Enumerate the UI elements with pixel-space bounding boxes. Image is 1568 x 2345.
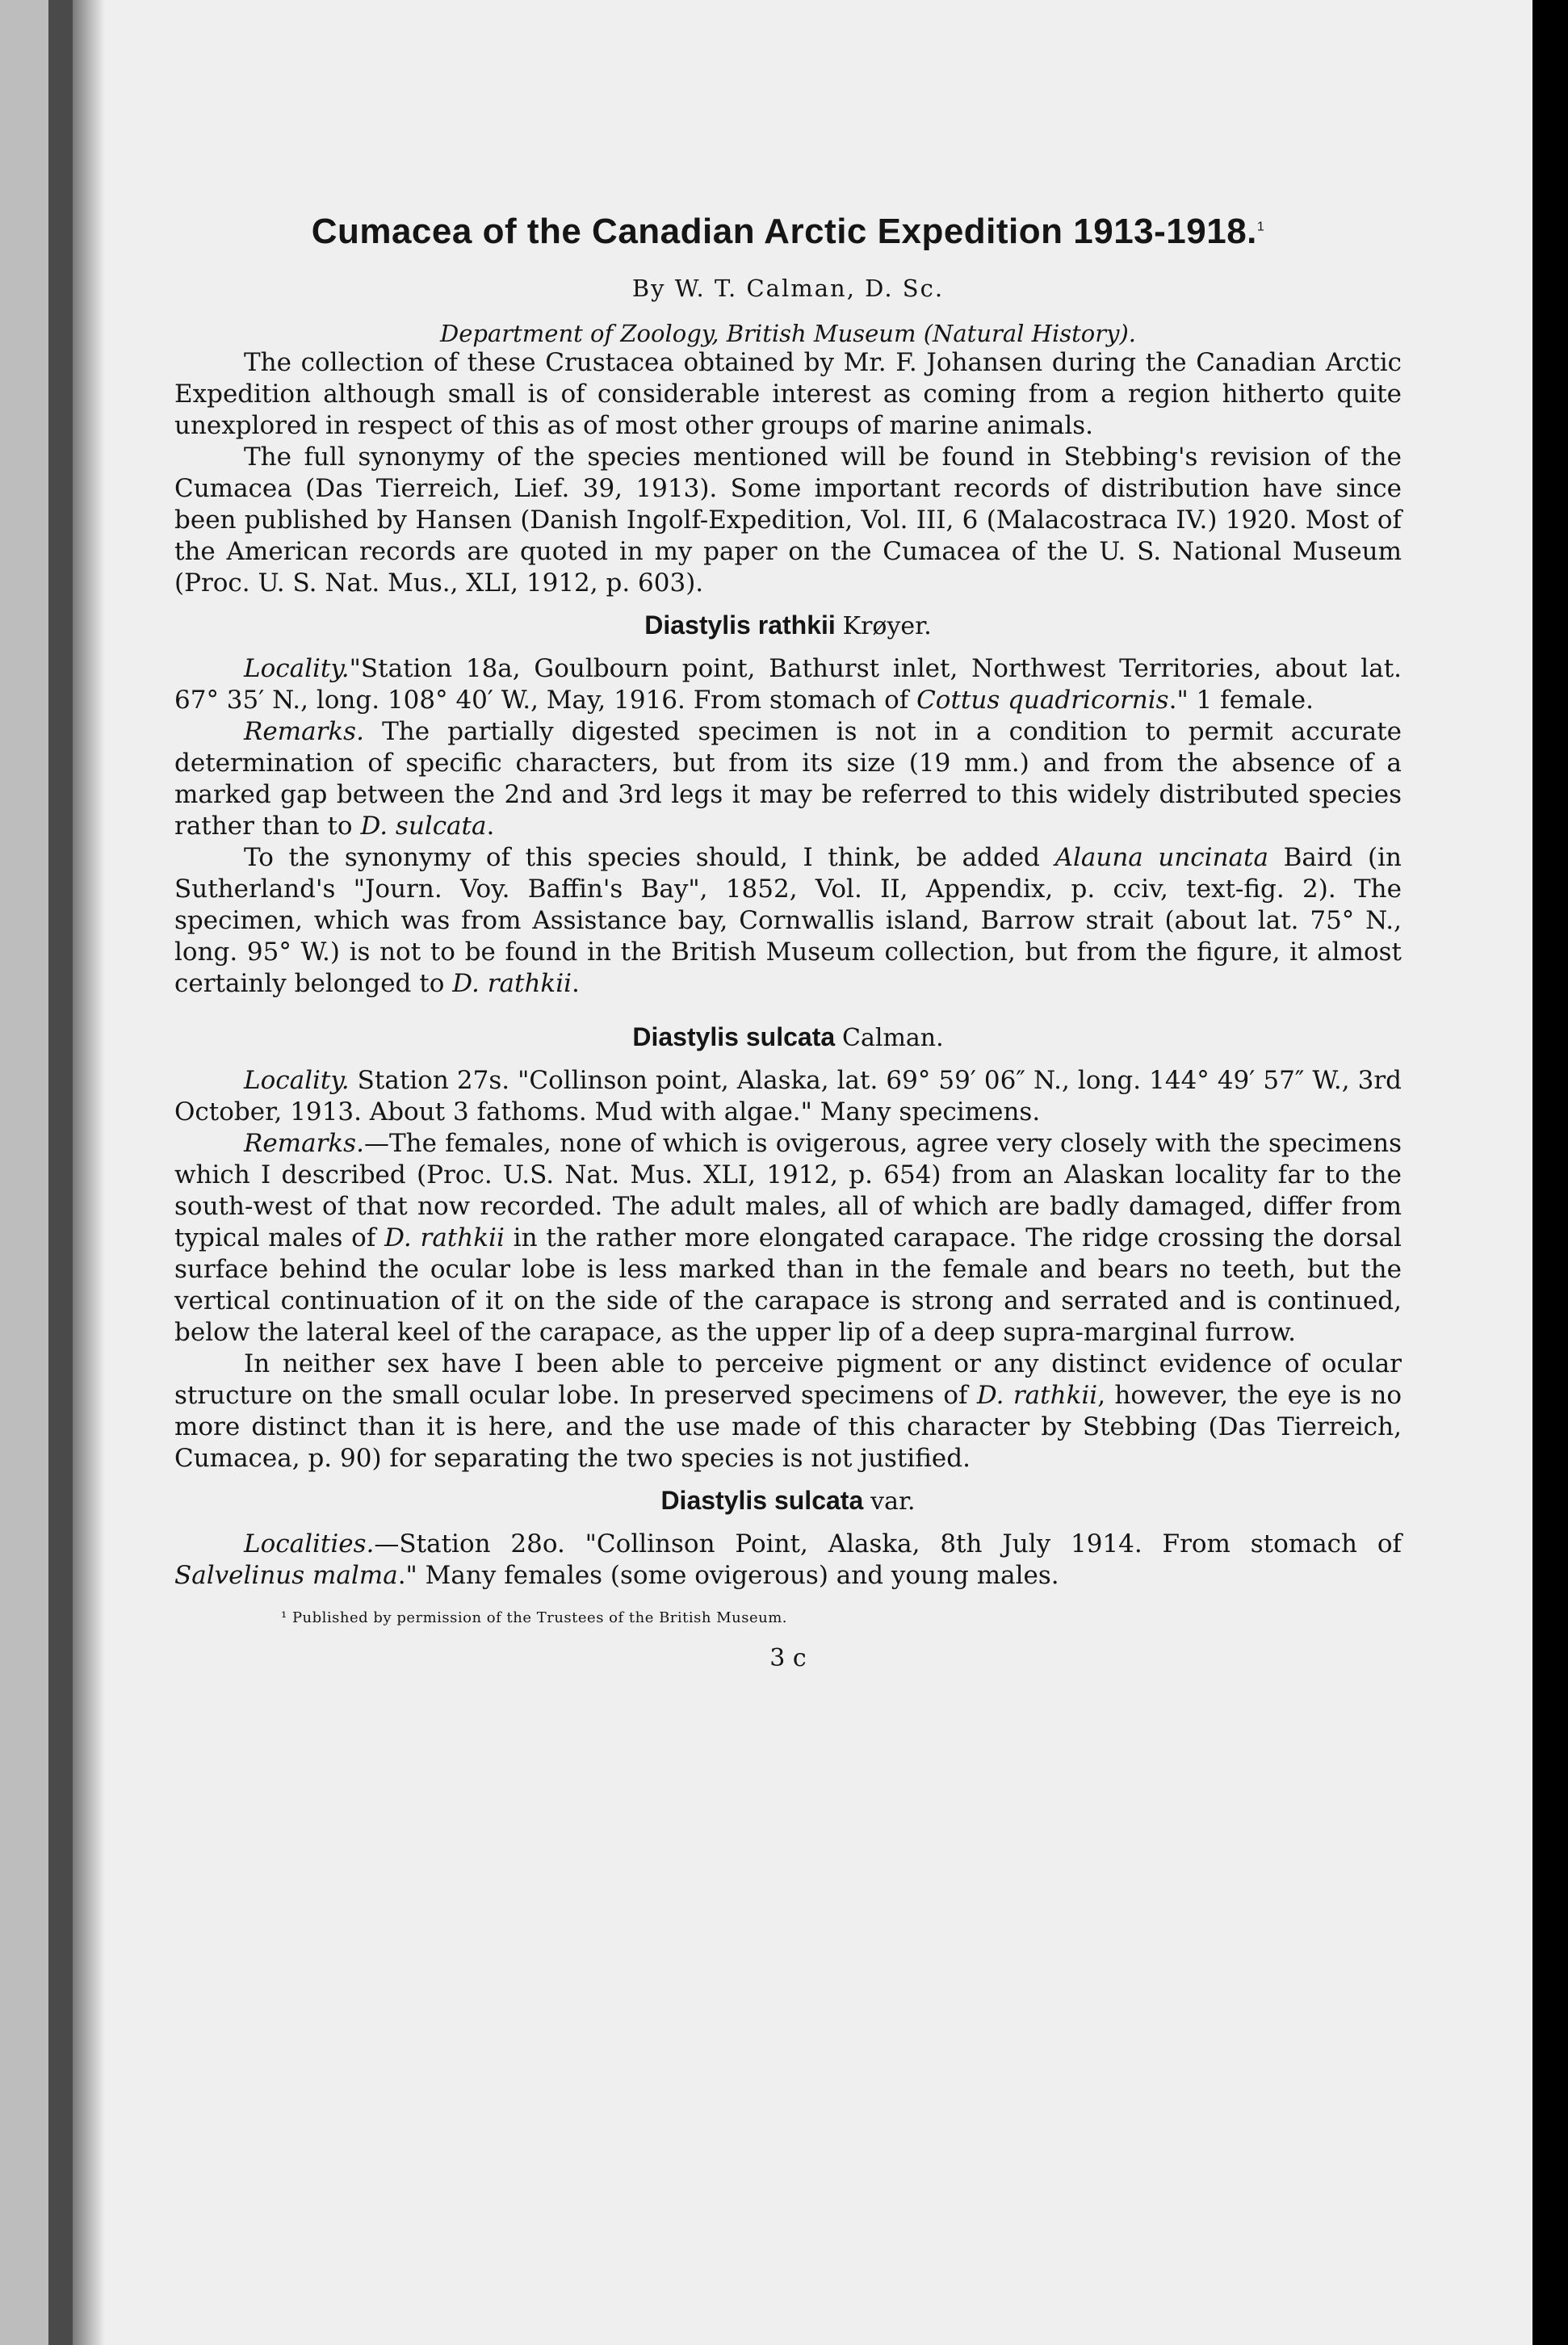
species-name: Diastylis sulcata (660, 1486, 864, 1515)
remarks-text: The partially digested specimen is not in a condition to permit accurate determination of specific characters, but from its size (19 mm.) and from the absence of a marked gap between the 2nd and 3rd legs it may be referred to this widely distributed species rather than to (174, 717, 1402, 841)
ocular-text-end: , however, the eye is no more distinct than it is here, and the use made of this character by Stebbing (Das Tierreich, Cumacea, p. 90) for separating the two species is not justified. (174, 1381, 1402, 1473)
localities-text-end: ." Many females (some ovigerous) and young males. (397, 1561, 1059, 1590)
footnote: ¹ Published by permission of the Trustees of the British Museum. (281, 1609, 788, 1626)
ocular-text: In neither sex have I been able to perceive pigment or any distinct evidence of ocular structure on the small ocular lobe. In preserved specimens of (174, 1349, 1402, 1410)
synonymy-species: Alauna uncinata (1054, 843, 1268, 872)
intro-paragraph-1: The collection of these Crustacea obtained by Mr. F. Johansen during the Canadian Arctic Expedition although small is of considerable interest as coming from a region hitherto quite unexplored in respect of this as of most other groups of marine animals. (174, 348, 1402, 440)
sulcata-locality (174, 1065, 1402, 1128)
species-name: Diastylis rathkii (644, 610, 836, 640)
remarks-label: Remarks. (244, 1129, 364, 1158)
species-heading-sulcata (174, 1022, 1402, 1052)
remarks-text-end: . (486, 812, 495, 841)
species-name: Diastylis sulcata (632, 1022, 836, 1051)
synonymy-text-mid: Baird (in Sutherland's "Journ. Voy. Baffin's Bay", 1852, Vol. II, Appendix, p. cciv, text-fig. 2). The specimen, which was from Assistance bay, Cornwallis island, Barrow strait (about lat. 75° N., long. 95° W.) is not to be found in the British Museum collection, but from the figure, it almost certainly belonged to (174, 843, 1402, 998)
remarks-species: D. sulcata (360, 812, 487, 841)
species-authority: Krøyer. (842, 612, 932, 640)
synonymy-text: To the synonymy of this species should, I think, be added (244, 843, 1055, 872)
locality-text: "Station 18a, Goulbourn point, Bathurst inlet, Northwest Territories, about lat. 67° 35′ N., long. 108° 40′ W., May, 1916. From stomach of (174, 654, 1402, 715)
locality-text: Station 27s. "Collinson point, Alaska, lat. 69° 59′ 06″ N., long. 144° 49′ 57″ W., 3rd October, 1913. About 3 fathoms. Mud with algae." Many specimens. (174, 1066, 1402, 1126)
locality-species: Cottus quadricornis (916, 686, 1169, 715)
author-line: By W. T. Calman, D. Sc. (631, 275, 945, 302)
species-heading-sulcata-var (174, 1486, 1402, 1516)
page-number: 3 c (769, 1644, 807, 1672)
article-title-text: Cumacea of the Canadian Arctic Expedition 1913-1918. (311, 212, 1257, 251)
species-heading-rathkii (174, 610, 1402, 640)
sulcata-var-localities (174, 1529, 1402, 1592)
locality-label: Locality. (244, 654, 350, 683)
remarks-species: D. rathkii (384, 1223, 505, 1252)
remarks-text: —The females, none of which is ovigerous, agree very closely with the specimens which I described (Proc. U.S. Nat. Mus. XLI, 1912, p. 654) from an Alaskan locality far to the south-west of that now recorded. The adult males, all of which are badly damaged, differ from typical males of (174, 1129, 1402, 1252)
remarks-label: Remarks. (244, 717, 364, 746)
localities-text: —Station 28o. "Collinson Point, Alaska, 8th July 1914. From stomach of (374, 1529, 1402, 1558)
sulcata-remarks (174, 1128, 1402, 1349)
intro-paragraph-2: The full synonymy of the species mentioned will be found in Stebbing's revision of the Cumacea (Das Tierreich, Lief. 39, 1913). Some important records of distribution have since been published by Hansen (Danish Ingolf-Expedition, Vol. III, 6 (Malacostraca IV.) 1920. Most of the American records are quoted in my paper on the Cumacea of the U. S. National Museum (Proc. U. S. Nat. Mus., XLI, 1912, p. 603). (174, 443, 1402, 598)
species-authority: Calman. (842, 1024, 944, 1052)
adjacent-page-edge (0, 0, 73, 2345)
page-gutter-shadow (48, 0, 73, 2345)
synonymy-text-end: . (572, 969, 580, 998)
ocular-species: D. rathkii (976, 1381, 1098, 1410)
rathkii-remarks (174, 716, 1402, 842)
locality-label: Locality. (244, 1066, 350, 1095)
localities-label: Localities. (244, 1529, 375, 1558)
locality-text-end: ." 1 female. (1168, 686, 1314, 715)
rathkii-synonymy (174, 842, 1402, 1000)
sulcata-ocular (174, 1349, 1402, 1475)
remarks-text-end: in the rather more elongated carapace. The ridge crossing the dorsal surface behind the ocular lobe is less marked than in the female and bears no teeth, but the vertical continuation of it on the side of the carapace is strong and serrated and is continued, below the lateral keel of the carapace, as the upper lip of a deep supra-marginal furrow. (174, 1223, 1402, 1347)
page-binding-shade (73, 0, 105, 2345)
synonymy-species-2: D. rathkii (452, 969, 572, 998)
department-line: Department of Zoology, British Museum (Natural History). (440, 320, 1136, 347)
article-body (174, 212, 1402, 1672)
species-authority: var. (870, 1487, 916, 1516)
localities-species: Salvelinus malma (174, 1561, 398, 1590)
title-footnote-mark: 1 (1256, 220, 1265, 234)
rathkii-locality (174, 653, 1402, 716)
article-title (174, 212, 1402, 252)
